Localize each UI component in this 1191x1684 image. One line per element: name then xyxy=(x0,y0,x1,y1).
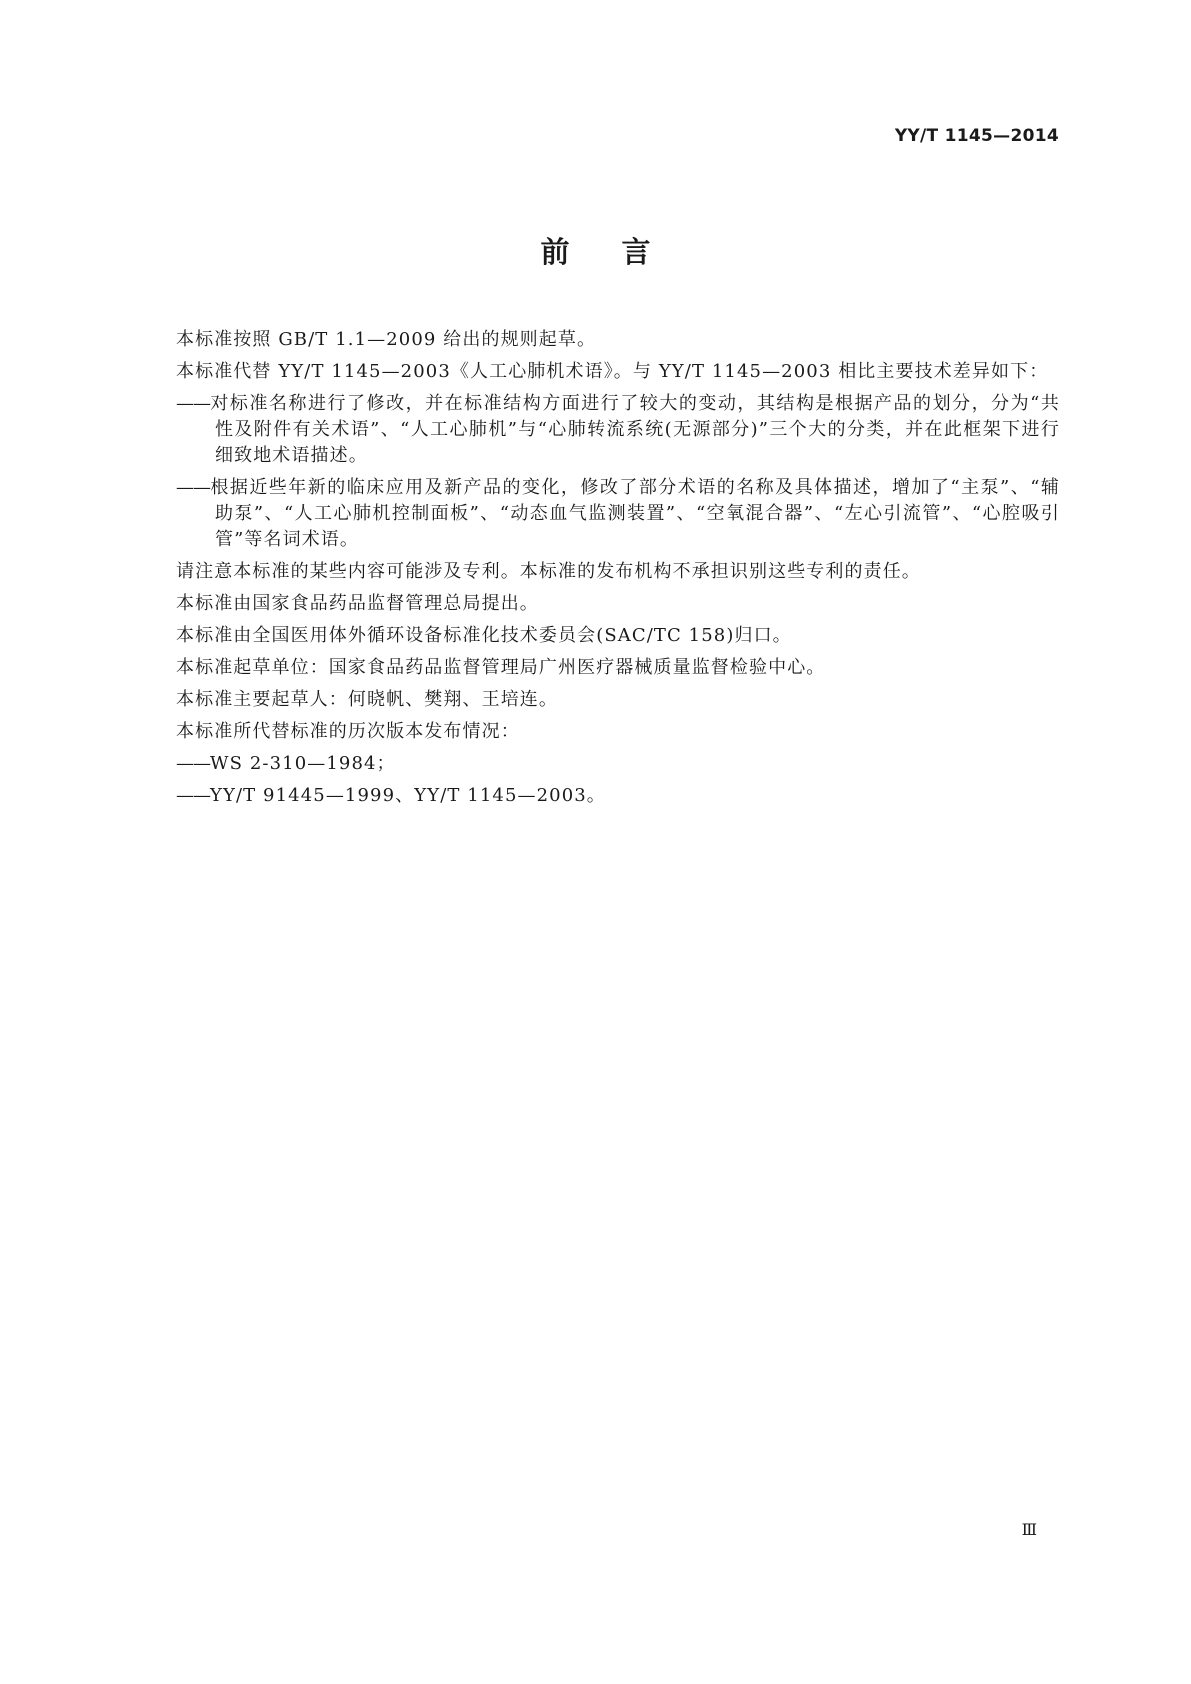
paragraph-drafting-unit: 本标准起草单位：国家食品药品监督管理局广州医疗器械质量监督检验中心。 xyxy=(176,657,826,678)
dash-marker: —— xyxy=(176,753,210,774)
list-item-text: YY/T 91445—1999、YY/T 1145—2003。 xyxy=(210,785,606,806)
foreword-body xyxy=(127,327,1060,815)
list-item-change-1 xyxy=(127,391,1060,469)
paragraph-drafters: 本标准主要起草人：何晓帆、樊翔、王培连。 xyxy=(176,689,558,710)
list-item-text: WS 2-310—1984； xyxy=(210,753,396,774)
dash-marker: —— xyxy=(176,393,210,414)
paragraph-proposer: 本标准由国家食品药品监督管理总局提出。 xyxy=(176,593,539,614)
paragraph-patent-notice: 请注意本标准的某些内容可能涉及专利。本标准的发布机构不承担识别这些专利的责任。 xyxy=(176,561,921,582)
list-item-text: 对标准名称进行了修改，并在标准结构方面进行了较大的变动，其结构是根据产品的划分，分为“共性及附件有关术语”、“人工心肺机”与“心肺转流系统(无源部分)”三个大的分类，并在此框架下进行细致地术语描述。 xyxy=(210,393,1060,466)
page-title: 前言 xyxy=(540,235,703,269)
list-item-change-2 xyxy=(127,475,1060,553)
page-number: Ⅲ xyxy=(1021,1520,1037,1539)
paragraph-committee: 本标准由全国医用体外循环设备标准化技术委员会(SAC/TC 158)归口。 xyxy=(176,625,792,646)
dash-marker: —— xyxy=(176,477,210,498)
list-item-version-1 xyxy=(127,751,1060,777)
list-item-version-2 xyxy=(127,783,1060,809)
document-code: YY/T 1145—2014 xyxy=(894,126,1059,146)
dash-marker: —— xyxy=(176,785,210,806)
list-item-text: 根据近些年新的临床应用及新产品的变化，修改了部分术语的名称及具体描述，增加了“主泵”、“辅助泵”、“人工心肺机控制面板”、“动态血气监测装置”、“空氧混合器”、“左心引流管”、“心腔吸引管”等名词术语。 xyxy=(210,477,1060,550)
paragraph-replacement: 本标准代替 YY/T 1145—2003《人工心肺机术语》。与 YY/T 1145—2003 相比主要技术差异如下： xyxy=(176,361,1049,382)
paragraph-drafting-rules: 本标准按照 GB/T 1.1—2009 给出的规则起草。 xyxy=(176,329,597,350)
paragraph-version-history: 本标准所代替标准的历次版本发布情况： xyxy=(176,721,520,742)
